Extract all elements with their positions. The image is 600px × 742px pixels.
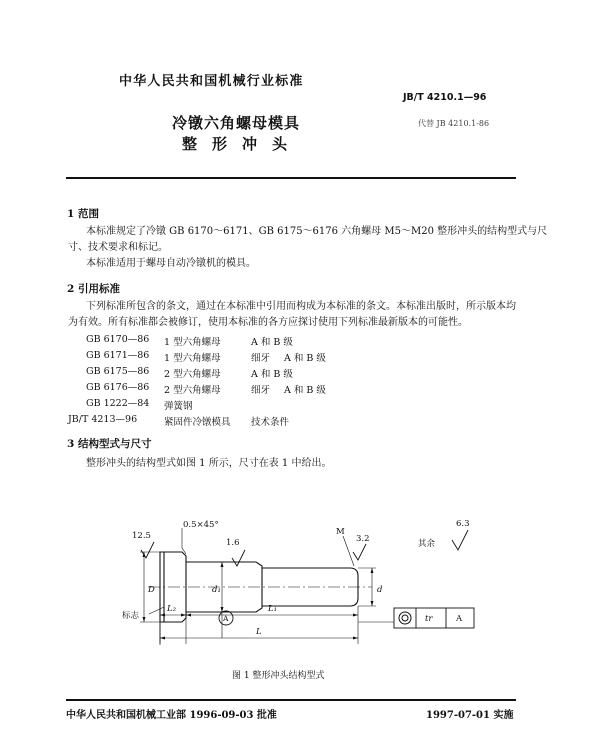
ref-thread: 细牙	[251, 353, 271, 364]
ref-type: 紧固件冷镦模具	[164, 417, 231, 428]
section-1-para-1-line-1: 本标准规定了冷镦 GB 6170～6171、GB 6175～6176 六角螺母 M5～M20 整形冲头的结构型式与尺	[86, 226, 548, 237]
roughness-end-icon	[353, 544, 366, 560]
ref-code: GB 1222—84	[86, 398, 150, 409]
replaces-standard: 代替 JB 4210.1-86	[418, 119, 490, 128]
header-rule	[66, 177, 516, 179]
ref-grade: A 和 B 级	[251, 369, 293, 380]
roughness-rest-value: 6.3	[456, 519, 470, 529]
section-2-intro-line-1: 下列标准所包含的条文，通过在本标准中引用而构成为本标准的条文。本标准出版时，所示版本均	[86, 301, 516, 312]
label-L2: L₂	[167, 604, 177, 614]
section-1-heading: 1 范围	[67, 208, 99, 220]
approval-info: 中华人民共和国机械工业部 1996-09-03 批准	[66, 710, 277, 721]
section-3-heading: 3 结构型式与尺寸	[67, 438, 152, 450]
roughness-head-value: 12.5	[132, 531, 151, 541]
roughness-rest-label: 其余	[418, 539, 436, 549]
marking-leader	[343, 536, 354, 566]
ref-code: JB/T 4213—96	[68, 414, 138, 425]
roughness-rest-icon	[452, 530, 468, 550]
ref-type: 2 型六角螺母	[164, 369, 221, 380]
footer-rule	[66, 699, 516, 701]
label-L: L	[256, 627, 262, 637]
ref-code: GB 6171—86	[86, 350, 150, 361]
title-line-2: 整形冲头	[182, 135, 303, 153]
ref-type: 弹簧钢	[164, 401, 193, 412]
ref-grade: 技术条件	[251, 417, 290, 428]
roughness-end-value: 3.2	[356, 534, 370, 544]
ref-code: GB 6175—86	[86, 366, 150, 377]
label-L1: L₁	[268, 604, 278, 614]
ref-grade: A 和 B 级	[284, 353, 326, 364]
tolerance-datum: A	[456, 614, 463, 624]
label-d1: d₁	[212, 585, 221, 595]
section-2-intro-line-2: 为有效。所有标准都会被修订，使用本标准的各方应探讨使用下列标准最新版本的可能性。	[68, 317, 468, 328]
chamfer-leader	[182, 528, 186, 554]
punch-drawing	[0, 510, 600, 690]
chamfer-label: 0.5×45°	[183, 520, 219, 530]
title-line-1: 冷镦六角螺母模具	[172, 114, 301, 132]
section-2-heading: 2 引用标准	[67, 283, 120, 295]
ref-type: 1 型六角螺母	[164, 337, 221, 348]
ref-code: GB 6170—86	[86, 334, 150, 345]
implementation-date: 1997-07-01 实施	[426, 710, 514, 721]
ref-code: GB 6176—86	[86, 382, 150, 393]
ref-grade: A 和 B 级	[251, 337, 293, 348]
section-1-para-1-line-2: 寸、技术要求和标记。	[68, 242, 168, 253]
issuing-organization: 中华人民共和国机械行业标准	[119, 74, 304, 89]
marking-note-leader	[149, 607, 164, 614]
section-3-para: 整形冲头的结构型式如图 1 所示，尺寸在表 1 中给出。	[86, 458, 332, 469]
datum-A-label: A	[223, 614, 229, 623]
roughness-shank-value: 1.6	[226, 538, 240, 548]
label-d: d	[377, 585, 383, 595]
ref-thread: 细牙	[251, 385, 271, 396]
standard-number: JB/T 4210.1—96	[403, 92, 487, 103]
ref-grade: A 和 B 级	[284, 385, 326, 396]
coaxiality-icon	[399, 612, 411, 624]
section-1-para-2: 本标准适用于螺母自动冷镦机的模具。	[86, 258, 256, 269]
tolerance-value: tr	[425, 614, 433, 624]
roughness-shank-icon	[232, 550, 245, 566]
marking-label: M	[336, 527, 345, 537]
marking-note: 标志	[122, 611, 140, 621]
ref-type: 2 型六角螺母	[164, 385, 221, 396]
ref-type: 1 型六角螺母	[164, 353, 221, 364]
figure-caption: 图 1 整形冲头结构型式	[232, 671, 325, 681]
label-D: D	[148, 585, 155, 595]
